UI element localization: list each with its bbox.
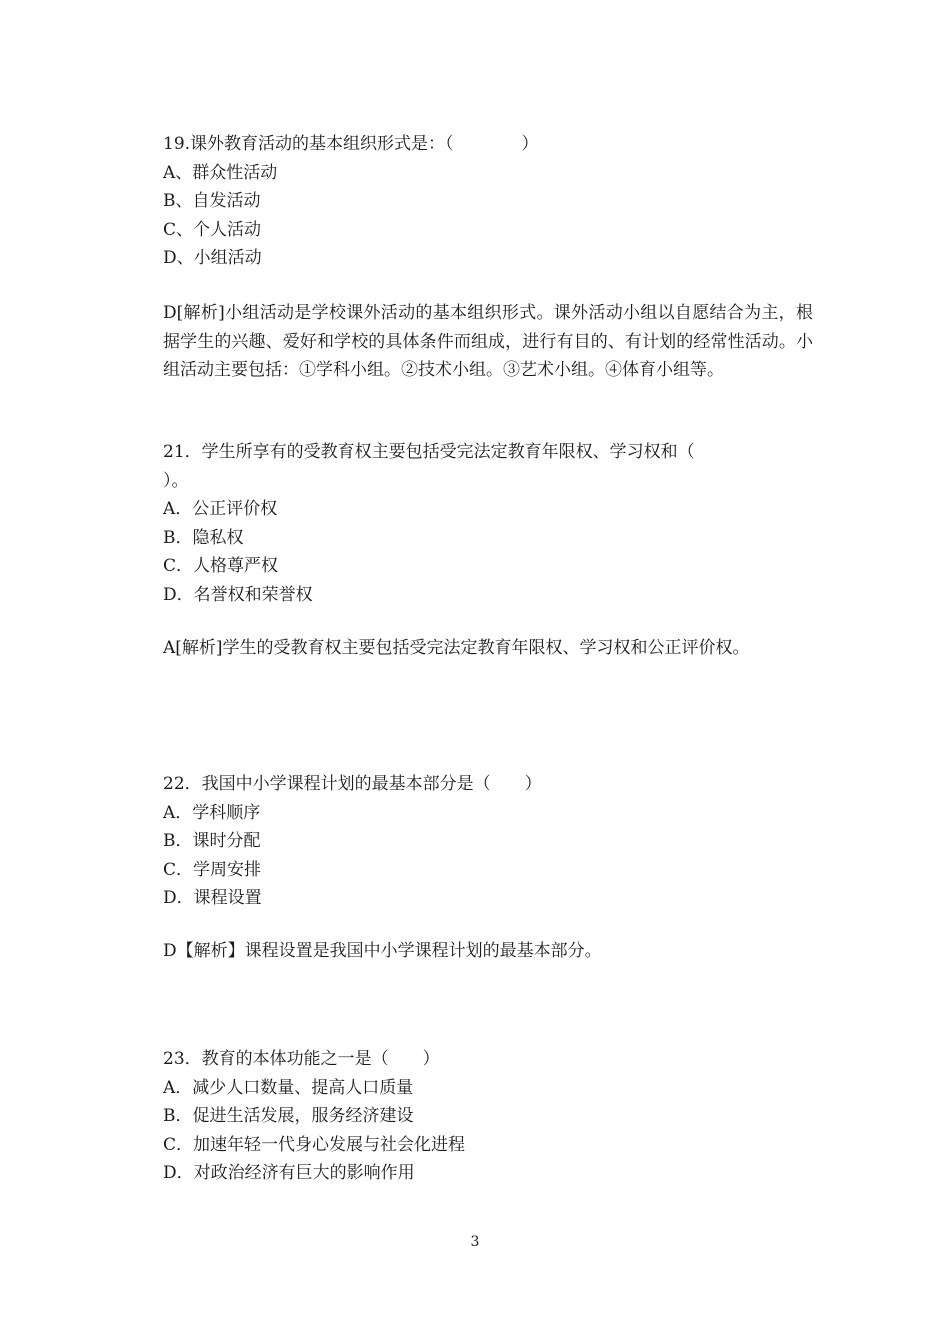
question-stem: 21．学生所享有的受教育权主要包括受完法定教育年限权、学习权和（	[163, 442, 695, 462]
option-d: D．名誉权和荣誉权	[163, 584, 313, 605]
option-b: B．隐私权	[163, 527, 244, 548]
option-a: A．减少人口数量、提高人口质量	[163, 1077, 414, 1098]
question-stem-continued: ）。	[163, 470, 189, 491]
analysis-text: A[解析]学生的受教育权主要包括受完法定教育年限权、学习权和公正评价权。	[163, 638, 750, 658]
question-stem: 23．教育的本体功能之一是（ ）	[163, 1049, 440, 1069]
option-c: C．加速年轻一代身心发展与社会化进程	[163, 1134, 466, 1155]
option-d: D．对政治经济有巨大的影响作用	[163, 1163, 415, 1183]
option-d: D．课程设置	[163, 888, 262, 908]
analysis-19	[163, 299, 823, 385]
question-stem: 19.课外教育活动的基本组织形式是：（ ）	[163, 134, 539, 154]
question-stem: 22．我国中小学课程计划的最基本部分是（ ）	[163, 774, 542, 794]
analysis-text: D【解析】课程设置是我国中小学课程计划的最基本部分。	[163, 941, 602, 961]
question-21	[163, 438, 823, 609]
analysis-22	[163, 937, 823, 966]
question-23	[163, 1045, 823, 1188]
option-b: B．促进生活发展，服务经济建设	[163, 1106, 414, 1126]
option-b: B．课时分配	[163, 831, 261, 851]
page-number: 3	[470, 1234, 480, 1250]
option-d: D、小组活动	[163, 248, 262, 268]
analysis-text: D[解析]小组活动是学校课外活动的基本组织形式。课外活动小组以自愿结合为主，根据学生的兴趣、爱好和学校的具体条件而组成，进行有目的、有计划的经常性活动。小组活动主要包括：①学科小组。②技术小组。③艺术小组。④体育小组等。	[163, 303, 813, 380]
option-a: A．学科顺序	[163, 802, 261, 823]
option-c: C．人格尊严权	[163, 556, 279, 576]
option-b: B、自发活动	[163, 191, 261, 211]
option-a: A．公正评价权	[163, 499, 278, 519]
option-c: C、个人活动	[163, 219, 262, 240]
question-19	[163, 130, 823, 273]
option-c: C．学周安排	[163, 859, 262, 880]
option-a: A、群众性活动	[163, 162, 278, 183]
question-22	[163, 770, 823, 913]
analysis-21	[163, 634, 823, 663]
